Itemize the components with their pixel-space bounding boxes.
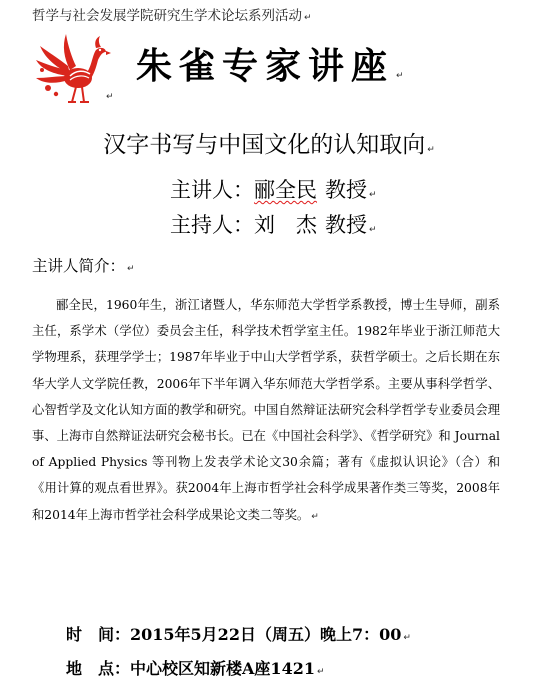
paragraph-mark-icon: ↵ <box>369 225 377 235</box>
place-value: 中心校区知新楼A座1421 <box>130 659 315 678</box>
vermilion-bird-icon <box>34 30 112 108</box>
intro-heading-text: 主讲人简介： <box>32 257 126 275</box>
paragraph-mark-icon: ↵ <box>396 71 411 81</box>
speaker-label: 主讲人： <box>170 178 254 202</box>
speaker-bio-text: 郦全民，1960年生，浙江诸暨人，华东师范大学哲学系教授，博士生导师，副系主任，系学术（学位）委员会主任，科学技术哲学室主任。1982年毕业于浙江师范大学物理系，获理学学士；1987年毕业于中山大学哲学系，获哲学硕士。之后长期在东华大学人文学院任教，2006年下半年调入华东师范大学哲学系。主要从事科学哲学、心智哲学及文化认知方面的教学和研究。中国自然辩证法研究会科学哲学专业委员会理事、上海市自然辩证法研究会秘书长。已在《中国社会科学》、《哲学研究》和 Journal of Applied Physics 等刊物上发表学术论文30余篇；著有《虚拟认识论》（合）和《用计算的观点看世界》。获2004年上海市哲学社会科学成果著作类三等奖，2008年和2014年上海市哲学社会科学成果论文类二等奖。 <box>32 298 500 522</box>
paragraph-mark-icon: ↵ <box>403 633 411 643</box>
intro-heading <box>32 254 135 276</box>
host-title: 教授 <box>325 213 367 237</box>
time-label: 时 间： <box>66 625 131 644</box>
host-label: 主持人： <box>170 213 254 237</box>
time-value: 2015年5月22日（周五）晚上7：00 <box>130 625 402 644</box>
paragraph-mark-icon: ↵ <box>427 145 435 155</box>
event-time <box>66 622 411 645</box>
lecture-title-text: 汉字书写与中国文化的认知取向 <box>103 132 426 158</box>
host-line <box>170 209 377 239</box>
paragraph-mark-icon: ↵ <box>316 667 325 677</box>
lecture-title <box>0 126 538 159</box>
speaker-line <box>170 174 377 204</box>
event-series-header <box>32 4 312 24</box>
series-title <box>136 38 411 89</box>
speaker-title: 教授 <box>325 178 367 202</box>
event-place <box>66 656 325 679</box>
header-text: 哲学与社会发展学院研究生学术论坛系列活动 <box>32 8 302 24</box>
place-label: 地 点： <box>66 659 131 678</box>
paragraph-mark-icon: ↵ <box>106 92 114 102</box>
host-name: 刘 杰 <box>254 213 317 237</box>
speaker-name: 郦全民 <box>254 178 317 202</box>
paragraph-mark-icon: ↵ <box>304 13 312 23</box>
series-title-text: 朱雀专家讲座 <box>136 45 395 87</box>
speaker-bio <box>32 292 500 530</box>
paragraph-mark-icon: ↵ <box>127 264 135 274</box>
paragraph-mark-icon: ↵ <box>311 511 319 522</box>
paragraph-mark-icon: ↵ <box>369 190 377 200</box>
